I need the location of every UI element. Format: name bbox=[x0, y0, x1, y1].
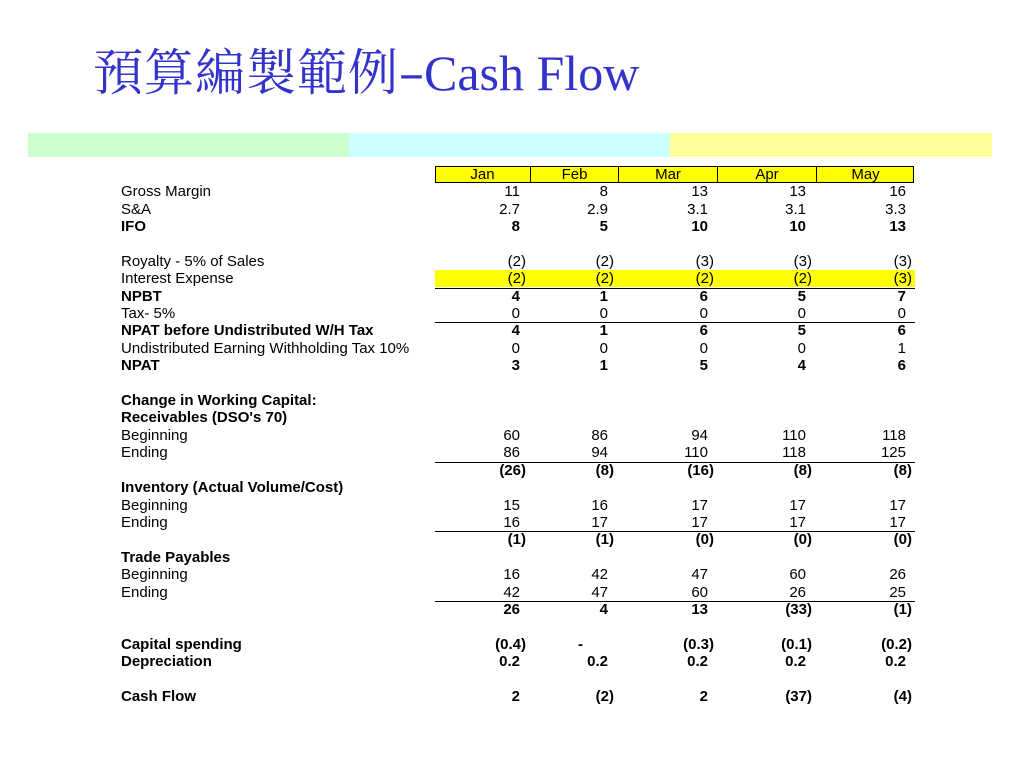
month-header-may: May bbox=[816, 166, 914, 183]
cell-jan: 86 bbox=[503, 444, 520, 461]
cell-feb: 0.2 bbox=[587, 653, 608, 670]
cell-feb: 1 bbox=[599, 322, 608, 339]
cell-may: (0.2) bbox=[881, 636, 912, 653]
month-header-jan: Jan bbox=[470, 166, 495, 183]
cell-may: (8) bbox=[893, 462, 912, 479]
cell-apr: 0 bbox=[797, 340, 806, 357]
cell-jan: 16 bbox=[503, 566, 520, 583]
row-label: Inventory (Actual Volume/Cost) bbox=[121, 479, 344, 496]
cell-feb: 47 bbox=[591, 584, 608, 601]
cell-may: 6 bbox=[897, 357, 906, 374]
cell-apr: 0.2 bbox=[785, 653, 806, 670]
row-label: Ending bbox=[121, 514, 168, 531]
cell-may: 1 bbox=[897, 340, 906, 357]
cell-may: 13 bbox=[889, 218, 906, 235]
cell-may: 7 bbox=[897, 288, 906, 305]
row-label: Cash Flow bbox=[121, 688, 197, 705]
row-label: Depreciation bbox=[121, 653, 212, 670]
cell-mar: (2) bbox=[695, 270, 714, 287]
rule-line bbox=[435, 531, 915, 532]
cell-feb: (8) bbox=[595, 462, 614, 479]
cell-may: 17 bbox=[889, 514, 906, 531]
rule-line bbox=[435, 322, 915, 323]
cell-apr: (8) bbox=[793, 462, 812, 479]
cell-apr: 4 bbox=[797, 357, 806, 374]
cell-mar: 3.1 bbox=[687, 201, 708, 218]
row-label: Beginning bbox=[121, 566, 188, 583]
cell-may: (1) bbox=[893, 601, 912, 618]
row-label: Change in Working Capital: bbox=[121, 392, 317, 409]
cell-jan: 8 bbox=[511, 218, 520, 235]
cell-feb: 4 bbox=[599, 601, 608, 618]
cell-apr: 17 bbox=[789, 514, 806, 531]
cell-mar: 17 bbox=[691, 497, 708, 514]
cell-feb: 17 bbox=[591, 514, 608, 531]
cell-apr: 60 bbox=[789, 566, 806, 583]
rule-line bbox=[435, 288, 915, 289]
cell-mar: 13 bbox=[691, 183, 708, 200]
cell-may: 0 bbox=[897, 305, 906, 322]
cell-jan: (2) bbox=[507, 270, 526, 287]
title-english: Cash Flow bbox=[424, 45, 640, 101]
cell-feb: 1 bbox=[599, 357, 608, 374]
cell-feb: 0 bbox=[599, 305, 608, 322]
cell-may: 26 bbox=[889, 566, 906, 583]
cell-feb: (1) bbox=[595, 531, 614, 548]
cell-feb: (2) bbox=[595, 270, 614, 287]
cell-apr: (33) bbox=[785, 601, 812, 618]
cell-mar: 94 bbox=[691, 427, 708, 444]
cell-mar: 0.2 bbox=[687, 653, 708, 670]
cell-mar: 47 bbox=[691, 566, 708, 583]
cell-jan: 0.2 bbox=[499, 653, 520, 670]
rule-line bbox=[435, 601, 915, 602]
cell-jan: 4 bbox=[511, 288, 520, 305]
cell-feb: 5 bbox=[599, 218, 608, 235]
cell-apr: 13 bbox=[789, 183, 806, 200]
cell-mar: 6 bbox=[699, 288, 708, 305]
cell-mar: 5 bbox=[699, 357, 708, 374]
cell-jan: 11 bbox=[504, 183, 520, 200]
cell-jan: 42 bbox=[503, 584, 520, 601]
cell-mar: 6 bbox=[699, 322, 708, 339]
cell-mar: 10 bbox=[691, 218, 708, 235]
row-label: Beginning bbox=[121, 427, 188, 444]
cell-feb: (2) bbox=[595, 688, 614, 705]
cell-jan: (2) bbox=[507, 253, 526, 270]
cell-mar: (0.3) bbox=[683, 636, 714, 653]
cell-feb: 2.9 bbox=[587, 201, 608, 218]
row-label: S&A bbox=[121, 201, 152, 218]
cell-may: 0.2 bbox=[885, 653, 906, 670]
row-label: Beginning bbox=[121, 497, 188, 514]
cell-feb: (2) bbox=[595, 253, 614, 270]
cell-apr: (2) bbox=[793, 270, 812, 287]
month-header-feb: Feb bbox=[530, 166, 618, 183]
cell-may: (4) bbox=[893, 688, 912, 705]
row-label: Tax- 5% bbox=[121, 305, 176, 322]
cell-jan: 16 bbox=[503, 514, 520, 531]
cell-may: 25 bbox=[889, 584, 906, 601]
cell-feb: 8 bbox=[599, 183, 608, 200]
row-label: Interest Expense bbox=[121, 270, 234, 287]
cell-jan: 60 bbox=[503, 427, 520, 444]
cell-apr: 5 bbox=[797, 288, 806, 305]
cell-may: 3.3 bbox=[885, 201, 906, 218]
cell-may: 17 bbox=[889, 497, 906, 514]
cell-mar: 0 bbox=[699, 305, 708, 322]
row-label: Royalty - 5% of Sales bbox=[121, 253, 265, 270]
cell-jan: 3 bbox=[511, 357, 520, 374]
row-label: Capital spending bbox=[121, 636, 242, 653]
cell-mar: 0 bbox=[699, 340, 708, 357]
cell-apr: 10 bbox=[789, 218, 806, 235]
cell-jan: (0.4) bbox=[495, 636, 526, 653]
row-label: Receivables (DSO's 70) bbox=[121, 409, 288, 426]
row-label: NPAT before Undistributed W/H Tax bbox=[121, 322, 374, 339]
cell-feb: 16 bbox=[591, 497, 608, 514]
cell-apr: 0 bbox=[797, 305, 806, 322]
title-dash: – bbox=[399, 44, 424, 102]
row-label: Ending bbox=[121, 444, 168, 461]
cell-may: 118 bbox=[882, 427, 906, 444]
row-label: NPBT bbox=[121, 288, 162, 305]
rule-line bbox=[435, 462, 915, 463]
row-label: Undistributed Earning Withholding Tax 10% bbox=[121, 340, 410, 357]
cell-apr: 118 bbox=[782, 444, 806, 461]
cell-jan: 0 bbox=[511, 305, 520, 322]
cell-feb: 94 bbox=[591, 444, 608, 461]
cell-mar: (3) bbox=[695, 253, 714, 270]
cell-apr: (3) bbox=[793, 253, 812, 270]
row-label: Gross Margin bbox=[121, 183, 212, 200]
cell-jan: 2 bbox=[511, 688, 520, 705]
cell-apr: 5 bbox=[797, 322, 806, 339]
cell-mar: 17 bbox=[691, 514, 708, 531]
cell-may: 6 bbox=[897, 322, 906, 339]
cell-apr: (37) bbox=[785, 688, 812, 705]
cell-mar: (16) bbox=[687, 462, 714, 479]
cell-apr: 17 bbox=[789, 497, 806, 514]
cell-mar: 2 bbox=[699, 688, 708, 705]
cell-feb: 42 bbox=[591, 566, 608, 583]
cell-apr: 110 bbox=[782, 427, 806, 444]
cell-feb: 1 bbox=[599, 288, 608, 305]
cell-may: (0) bbox=[893, 531, 912, 548]
cell-jan: 4 bbox=[511, 322, 520, 339]
row-label: Ending bbox=[121, 584, 168, 601]
cell-jan: 15 bbox=[503, 497, 520, 514]
cell-jan: (1) bbox=[507, 531, 526, 548]
cell-apr: (0) bbox=[793, 531, 812, 548]
row-label: NPAT bbox=[121, 357, 160, 374]
row-label: Trade Payables bbox=[121, 549, 231, 566]
cell-feb: - bbox=[578, 636, 583, 653]
cell-may: 125 bbox=[880, 444, 906, 461]
cell-mar: 60 bbox=[691, 584, 708, 601]
cell-mar: 13 bbox=[691, 601, 708, 618]
cell-mar: 110 bbox=[684, 444, 708, 461]
month-header-apr: Apr bbox=[717, 166, 816, 183]
row-label: IFO bbox=[121, 218, 146, 235]
cell-may: (3) bbox=[893, 270, 912, 287]
cell-mar: (0) bbox=[695, 531, 714, 548]
cell-feb: 86 bbox=[591, 427, 608, 444]
cell-jan: 26 bbox=[503, 601, 520, 618]
cell-may: (3) bbox=[893, 253, 912, 270]
cell-feb: 0 bbox=[599, 340, 608, 357]
cell-jan: 2.7 bbox=[499, 201, 520, 218]
cell-apr: (0.1) bbox=[781, 636, 812, 653]
month-header-mar: Mar bbox=[618, 166, 717, 183]
title-chinese: 預算編製範例 bbox=[93, 44, 399, 102]
cell-apr: 3.1 bbox=[785, 201, 806, 218]
cell-may: 16 bbox=[889, 183, 906, 200]
cell-jan: (26) bbox=[499, 462, 526, 479]
cell-apr: 26 bbox=[789, 584, 806, 601]
cell-jan: 0 bbox=[511, 340, 520, 357]
